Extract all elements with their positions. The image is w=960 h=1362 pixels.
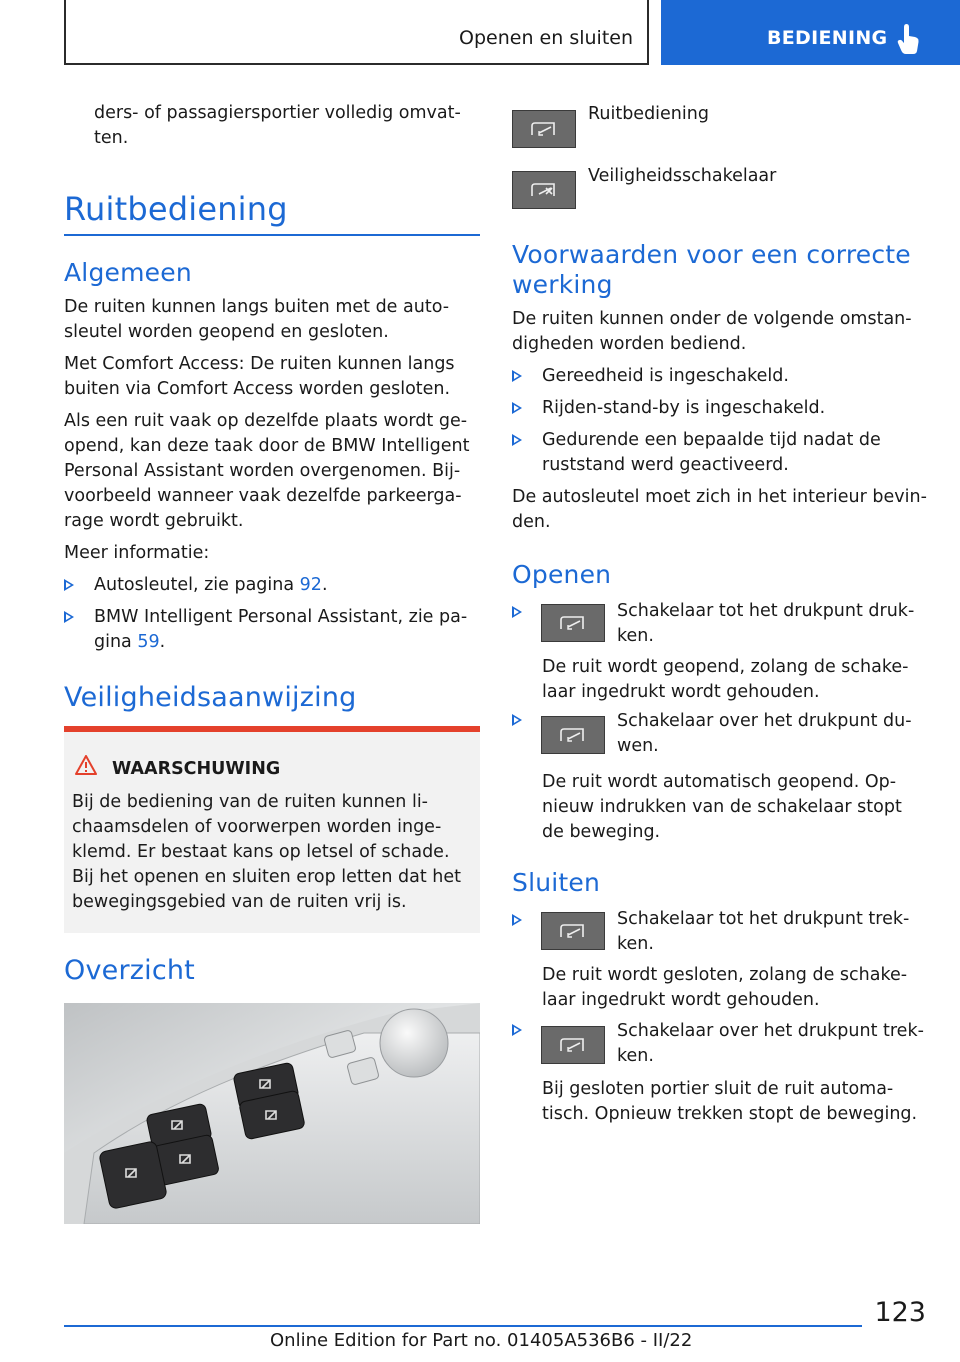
window-switch-icon bbox=[541, 716, 605, 754]
heading-overzicht: Overzicht bbox=[64, 955, 195, 986]
list-item: Gedurende een bepaalde tijd nadat de ruststand werd geactiveerd. bbox=[512, 428, 932, 478]
step-desc: tisch. Opnieuw trekken stopt de beweging. bbox=[542, 1104, 918, 1124]
step-desc: de beweging. bbox=[542, 822, 661, 842]
paragraph-line: rage wordt gebruikt. bbox=[64, 511, 244, 531]
paragraph-line: Met Comfort Access: De ruiten kunnen langs bbox=[64, 354, 455, 374]
warning-line: Bij de bediening van de ruiten kunnen li- bbox=[72, 792, 428, 812]
paragraph-line: sleutel worden geopend en gesloten. bbox=[64, 322, 389, 342]
heading-ruitbediening: Ruitbediening bbox=[64, 190, 288, 228]
intro-line: ten. bbox=[94, 128, 129, 148]
intro-line: ders- of passagiersportier volledig omvat- bbox=[94, 103, 461, 123]
header-chapter-tab[interactable] bbox=[661, 0, 960, 65]
paragraph-line: Als een ruit vaak op dezelfde plaats wordt ge- bbox=[64, 411, 468, 431]
heading-openen: Openen bbox=[512, 560, 612, 589]
step-desc: De ruit wordt geopend, zolang de schake- bbox=[542, 657, 909, 677]
paragraph-line: voorbeeld wanneer vaak dezelfde parkeerga- bbox=[64, 486, 462, 506]
window-switch-icon bbox=[512, 110, 576, 148]
step-line: ken. bbox=[617, 934, 654, 954]
window-switch-icon bbox=[541, 604, 605, 642]
page-link-59[interactable]: 59 bbox=[137, 632, 160, 652]
paragraph-line: buiten via Comfort Access worden gesloten. bbox=[64, 379, 451, 399]
header-section-box bbox=[64, 0, 649, 65]
paragraph-line: De ruiten kunnen langs buiten met de auto- bbox=[64, 297, 450, 317]
bullet-triangle-icon bbox=[64, 579, 74, 591]
warning-triangle-icon bbox=[75, 755, 97, 775]
paragraph-line: De autosleutel moet zich in het interieur bevin- bbox=[512, 487, 927, 507]
footer-rule bbox=[64, 1325, 862, 1327]
step-line: ken. bbox=[617, 626, 654, 646]
step-desc: De ruit wordt gesloten, zolang de schake- bbox=[542, 965, 908, 985]
bullet-triangle-icon bbox=[512, 1024, 522, 1036]
step-desc: De ruit wordt automatisch geopend. Op- bbox=[542, 772, 897, 792]
step-line: wen. bbox=[617, 736, 659, 756]
icon-label-ruitbediening: Ruitbediening bbox=[588, 104, 709, 124]
list-item: Gereedheid is ingeschakeld. bbox=[512, 364, 932, 389]
heading-rule bbox=[64, 234, 480, 236]
header-section-title: Openen en sluiten bbox=[459, 27, 633, 49]
paragraph-line: den. bbox=[512, 512, 551, 532]
warning-line: Bij het openen en sluiten erop letten dat het bbox=[72, 867, 462, 887]
bullet-triangle-icon bbox=[64, 611, 74, 623]
bullet-triangle-icon bbox=[512, 402, 522, 414]
step-line: Schakelaar tot het drukpunt trek- bbox=[617, 909, 910, 929]
list-item: Rijden-stand-by is ingeschakeld. bbox=[512, 396, 932, 421]
paragraph-line: De ruiten kunnen onder de volgende omstan- bbox=[512, 309, 912, 329]
heading-algemeen: Algemeen bbox=[64, 258, 192, 287]
bullet-triangle-icon bbox=[512, 370, 522, 382]
heading-sluiten: Sluiten bbox=[512, 868, 601, 897]
meer-informatie: Meer informatie: bbox=[64, 543, 210, 563]
page-link-92[interactable]: 92 bbox=[299, 575, 322, 595]
heading-voorwaarden: werking bbox=[512, 270, 613, 299]
warning-box bbox=[64, 726, 480, 933]
list-item: Autosleutel, zie pagina 92. bbox=[64, 573, 484, 598]
header-chapter-title: BEDIENING bbox=[767, 27, 888, 49]
warning-title: WAARSCHUWING bbox=[112, 759, 281, 779]
heading-veiligheidsaanwijzing: Veiligheidsaanwijzing bbox=[64, 682, 357, 713]
bullet-triangle-icon bbox=[512, 914, 522, 926]
window-switch-icon bbox=[541, 912, 605, 950]
step-line: Schakelaar over het drukpunt du- bbox=[617, 711, 912, 731]
page-number: 123 bbox=[874, 1297, 926, 1328]
step-desc: Bij gesloten portier sluit de ruit automa- bbox=[542, 1079, 894, 1099]
icon-label-veiligheidsschakelaar: Veiligheidsschakelaar bbox=[588, 166, 777, 186]
bullet-triangle-icon bbox=[512, 606, 522, 618]
hand-pointer-icon bbox=[895, 24, 923, 54]
step-desc: laar ingedrukt wordt gehouden. bbox=[542, 990, 820, 1010]
heading-voorwaarden: Voorwaarden voor een correcte bbox=[512, 240, 911, 269]
footer-edition: Online Edition for Part no. 01405A536B6 - II/22 bbox=[270, 1330, 693, 1351]
paragraph-line: Personal Assistant worden overgenomen. Bij- bbox=[64, 461, 461, 481]
warning-line: bewegingsgebied van de ruiten vrij is. bbox=[72, 892, 407, 912]
paragraph-line: opend, kan deze taak door de BMW Intelligent bbox=[64, 436, 470, 456]
safety-switch-icon bbox=[512, 171, 576, 209]
warning-line: chaamsdelen of voorwerpen worden inge- bbox=[72, 817, 442, 837]
step-desc: laar ingedrukt wordt gehouden. bbox=[542, 682, 820, 702]
window-switch-icon bbox=[541, 1026, 605, 1064]
step-line: ken. bbox=[617, 1046, 654, 1066]
step-desc: nieuw indrukken van de schakelaar stopt bbox=[542, 797, 902, 817]
step-line: Schakelaar over het drukpunt trek- bbox=[617, 1021, 924, 1041]
bullet-triangle-icon bbox=[512, 434, 522, 446]
paragraph-line: digheden worden bediend. bbox=[512, 334, 747, 354]
list-item: BMW Intelligent Personal Assistant, zie pa- gina 59. bbox=[64, 605, 484, 655]
step-line: Schakelaar tot het drukpunt druk- bbox=[617, 601, 915, 621]
warning-line: klemd. Er bestaat kans op letsel of schade. bbox=[72, 842, 450, 862]
bullet-triangle-icon bbox=[512, 714, 522, 726]
window-switch-photo bbox=[64, 1003, 480, 1224]
